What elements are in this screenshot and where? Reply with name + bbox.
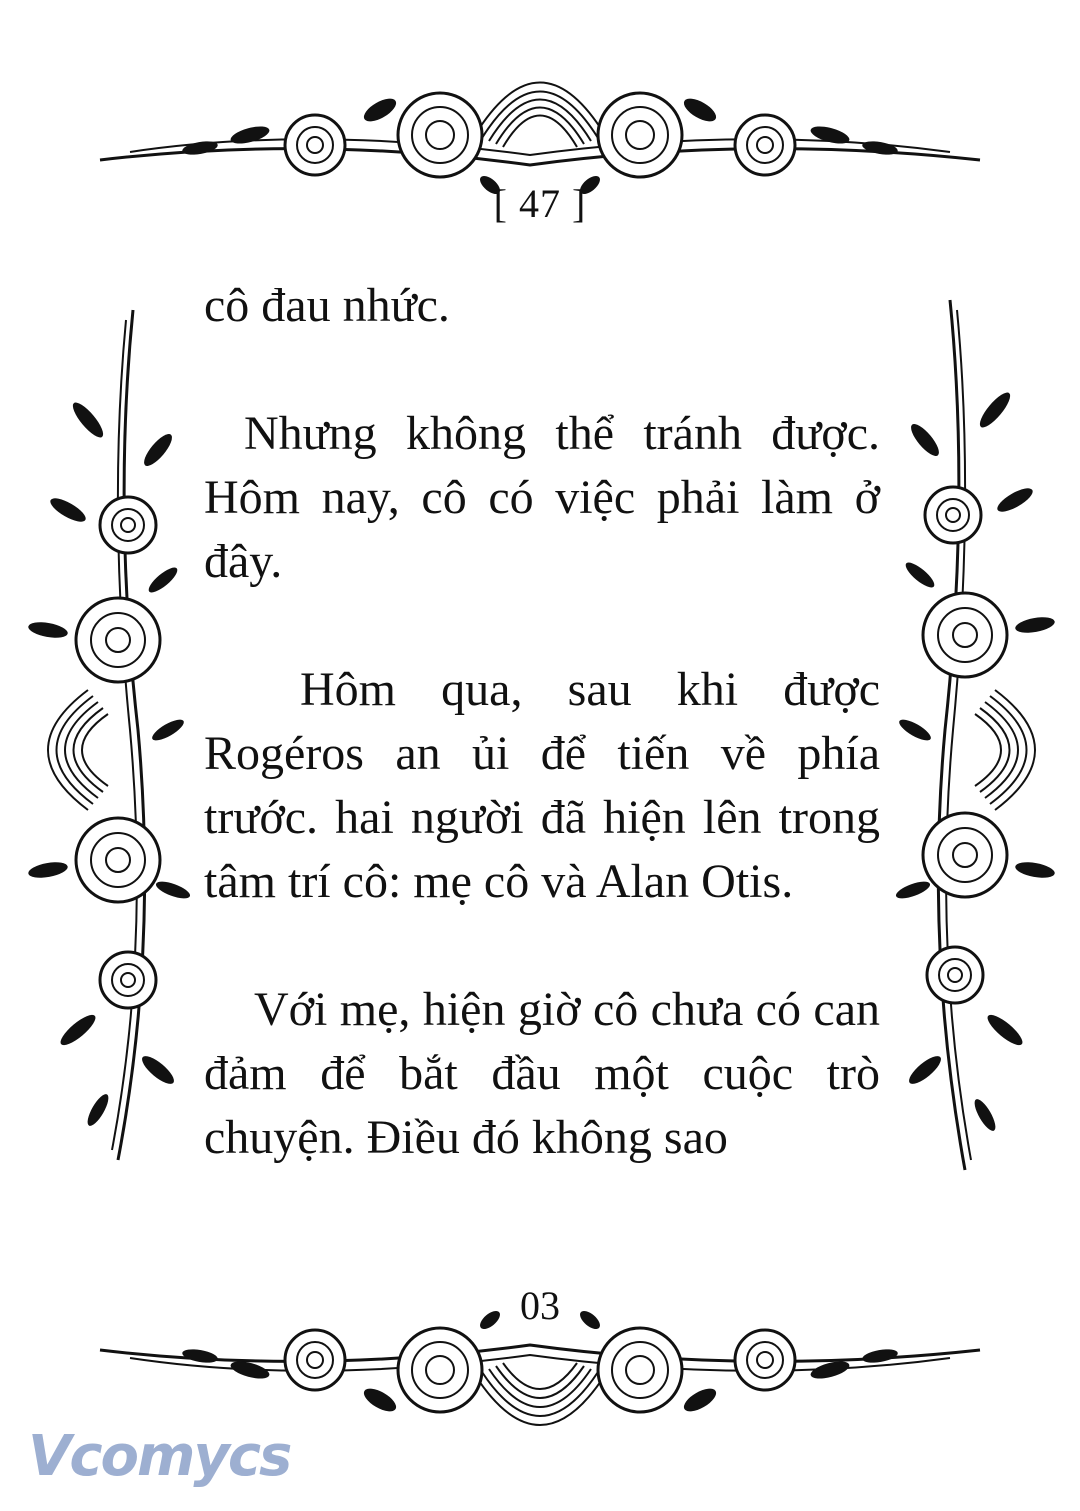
page-number: 03 xyxy=(520,1283,560,1328)
chapter-marker: [ 47 ] xyxy=(493,181,587,226)
rose-vine-left-icon xyxy=(18,310,188,1160)
site-watermark-logo: Vcomycs xyxy=(28,1424,291,1489)
paragraph: Với mẹ, hiện giờ cô chưa có can đảm để bắt đầu một cuộc trò chuyện. Điều đó không sao xyxy=(204,983,880,1164)
paragraph: cô đau nhức. xyxy=(204,279,450,332)
paragraph: Hôm qua, sau khi được Rogéros an ủi để tiến về phía trước. hai người đã hiện lên trong tâm trí cô: mẹ cô và Alan Otis. xyxy=(204,663,880,908)
rose-vine-right-icon xyxy=(895,300,1065,1170)
chapter-body xyxy=(204,274,880,1170)
paragraph: Nhưng không thể tránh được. Hôm nay, cô có việc phải làm ở đây. xyxy=(204,407,880,588)
